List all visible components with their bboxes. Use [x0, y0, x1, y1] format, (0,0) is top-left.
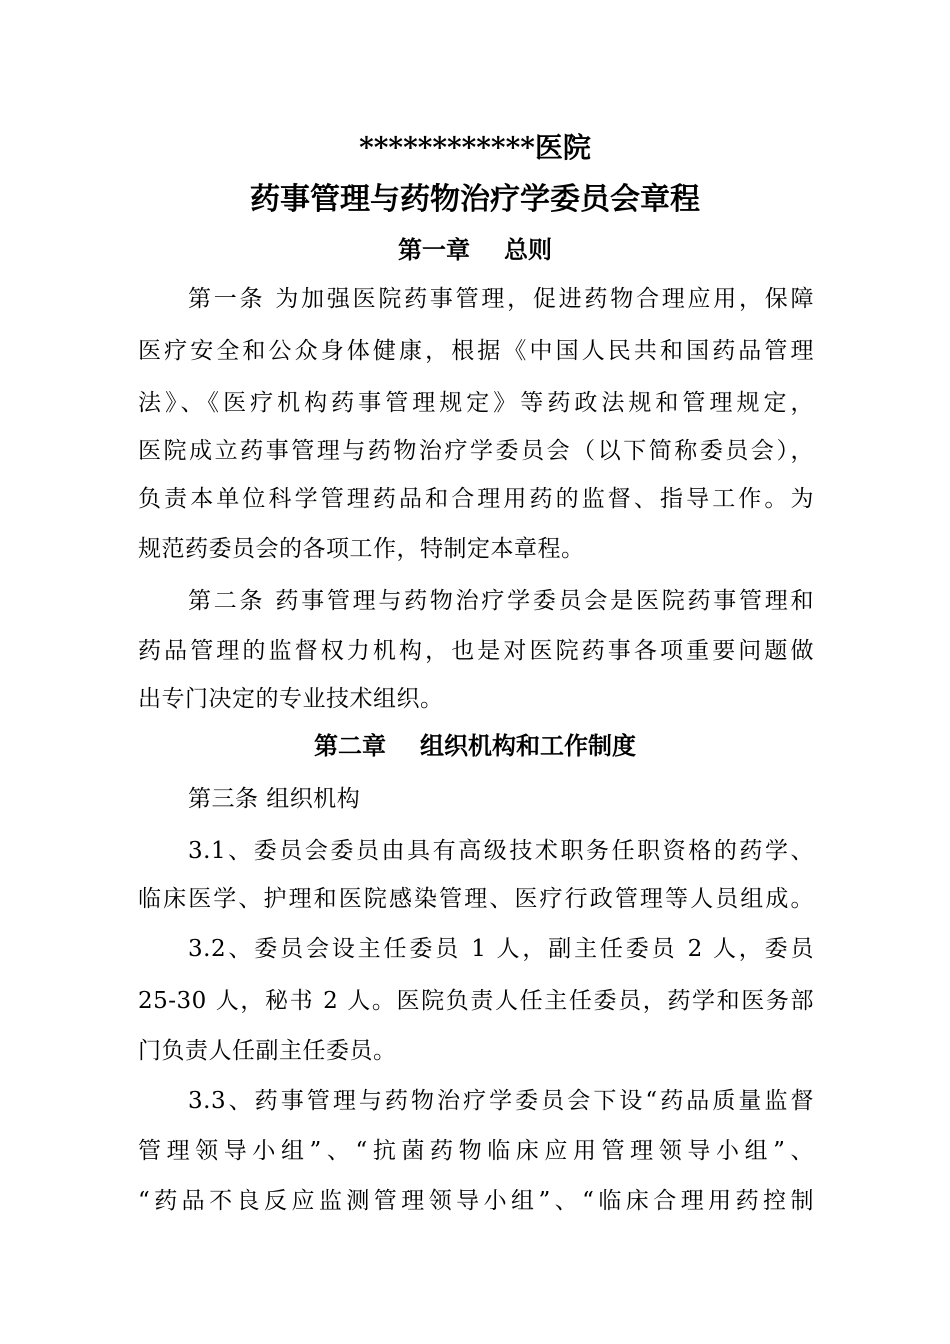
article-1-line: 医院成立药事管理与药物治疗学委员会（以下简称委员会），: [138, 438, 814, 464]
article-1-line: 负责本单位科学管理药品和合理用药的监督、指导工作。为: [138, 486, 814, 512]
article-3-heading: 第三条 组织机构: [188, 786, 361, 812]
clause-3-1-line: 3.1、委员会委员由具有高级技术职务任职资格的药学、: [188, 838, 814, 864]
clause-3-2-line: 25-30 人，秘书 2 人。医院负责人任主任委员，药学和医务部: [138, 988, 814, 1014]
chapter-1-name: 总则: [504, 235, 552, 264]
clause-3-1-line: 临床医学、护理和医院感染管理、医疗行政管理等人员组成。: [138, 886, 814, 912]
clause-3-2-line: 3.2、委员会设主任委员 1 人，副主任委员 2 人，委员: [188, 936, 814, 962]
article-1-line: 规范药委员会的各项工作，特制定本章程。: [138, 536, 585, 562]
article-1-line: 法》、《医疗机构药事管理规定》等药政法规和管理规定，: [138, 390, 814, 416]
article-2-line: 药品管理的监督权力机构，也是对医院药事各项重要问题做: [138, 638, 814, 664]
document-subtitle: 药事管理与药物治疗学委员会章程: [250, 182, 700, 217]
article-2-line: 出专门决定的专业技术组织。: [138, 686, 444, 712]
clause-3-3-line: 管理领导小组”、“抗菌药物临床应用管理领导小组”、: [138, 1138, 814, 1164]
chapter-1-heading: [0, 230, 950, 270]
chapter-2-name: 组织机构和工作制度: [420, 731, 636, 760]
chapter-2-heading: [0, 726, 950, 766]
article-2-line: 第二条 药事管理与药物治疗学委员会是医院药事管理和: [188, 588, 814, 614]
clause-3-3-line: “药品不良反应监测管理领导小组”、“临床合理用药控制: [138, 1188, 814, 1214]
chapter-2-number: 第二章: [314, 731, 386, 760]
article-1-line: 医疗安全和公众身体健康，根据《中国人民共和国药品管理: [138, 338, 814, 364]
document-title: ************医院: [359, 131, 591, 164]
clause-3-3-line: 3.3、药事管理与药物治疗学委员会下设“药品质量监督: [188, 1088, 814, 1114]
article-1-line: 第一条 为加强医院药事管理，促进药物合理应用，保障: [188, 286, 814, 312]
chapter-1-number: 第一章: [398, 235, 470, 264]
clause-3-2-line: 门负责人任副主任委员。: [138, 1038, 397, 1064]
